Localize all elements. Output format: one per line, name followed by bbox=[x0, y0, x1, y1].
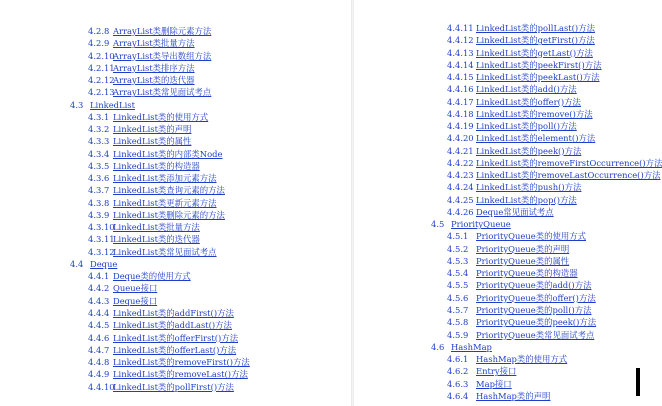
toc-entry-number: 4.5.6 bbox=[447, 292, 469, 303]
toc-entry-number: 4.4.2 bbox=[88, 283, 110, 294]
toc-entry[interactable] bbox=[447, 71, 600, 83]
toc-entry-number: 4.4.22 bbox=[447, 157, 474, 168]
toc-entry-number: 4.5 bbox=[431, 219, 445, 230]
toc-entry-title: LinkedList类的add()方法 bbox=[476, 84, 577, 95]
toc-entry-number: 4.6 bbox=[431, 341, 445, 352]
toc-entry-number: 4.4.25 bbox=[447, 194, 474, 205]
toc-entry[interactable] bbox=[88, 50, 211, 62]
toc-entry[interactable] bbox=[88, 270, 191, 282]
toc-entry-title: LinkedList类的offerLast()方法 bbox=[113, 344, 237, 355]
toc-entry-number: 4.4.14 bbox=[447, 59, 474, 70]
toc-entry[interactable] bbox=[88, 356, 250, 368]
toc-entry[interactable] bbox=[447, 230, 586, 242]
toc-entry[interactable] bbox=[447, 194, 577, 206]
toc-entry[interactable] bbox=[447, 279, 591, 291]
toc-entry-number: 4.2.9 bbox=[88, 38, 110, 49]
toc-entry-number: 4.6.2 bbox=[447, 366, 469, 377]
toc-entry-number: 4.3.1 bbox=[88, 111, 110, 122]
toc-entry-number: 4.5.5 bbox=[447, 280, 469, 291]
toc-entry-title: LinkedList类的peekLast()方法 bbox=[476, 72, 600, 83]
toc-entry-title: PriorityQueue类的offer()方法 bbox=[476, 292, 596, 303]
toc-entry-number: 4.3.10 bbox=[88, 222, 115, 233]
toc-entry-title: ArrayList类删除元素方法 bbox=[113, 26, 212, 36]
toc-entry-title: LinkedList类的element()方法 bbox=[476, 133, 596, 144]
toc-entry[interactable] bbox=[88, 62, 195, 74]
toc-entry[interactable] bbox=[447, 157, 662, 169]
toc-entry-number: 4.5.2 bbox=[447, 243, 469, 254]
toc-entry-title: LinkedList类的属性 bbox=[113, 136, 192, 147]
toc-entry-number: 4.4.11 bbox=[447, 23, 474, 33]
toc-entry-title: HashMap类的使用方式 bbox=[476, 354, 568, 365]
toc-entry[interactable] bbox=[447, 365, 516, 377]
toc-entry-title: PriorityQueue类的声明 bbox=[476, 243, 570, 254]
toc-entry-title: PriorityQueue类的peek()方法 bbox=[476, 317, 597, 328]
toc-entry-title: LinkedList类常见面试考点 bbox=[113, 246, 217, 257]
toc-entry-title: Deque常见面试考点 bbox=[476, 206, 554, 217]
toc-entry-title: PriorityQueue类的属性 bbox=[476, 255, 570, 266]
toc-entry-number: 4.4.23 bbox=[447, 170, 474, 181]
toc-entry[interactable] bbox=[88, 344, 236, 356]
toc-entry-title: LinkedList类的peek()方法 bbox=[476, 145, 582, 156]
toc-entry-number: 4.4.19 bbox=[447, 121, 474, 132]
toc-entry-title: LinkedList类的getFirst()方法 bbox=[476, 35, 595, 46]
toc-entry[interactable] bbox=[88, 295, 157, 307]
toc-entry-title: PriorityQueue类的poll()方法 bbox=[476, 304, 592, 315]
toc-entry[interactable] bbox=[447, 22, 595, 34]
toc-entry-number: 4.3.9 bbox=[88, 209, 110, 220]
toc-entry[interactable] bbox=[88, 148, 223, 160]
toc-entry-title: Queue接口 bbox=[113, 283, 158, 294]
toc-entry-title: HashMap bbox=[451, 341, 492, 352]
toc-entry-title: LinkedList类的getLast()方法 bbox=[476, 47, 593, 58]
toc-entry-number: 4.3.12 bbox=[88, 246, 115, 257]
toc-entry-title: LinkedList类的push()方法 bbox=[476, 182, 582, 193]
toc-entry-title: LinkedList类删除元素的方法 bbox=[113, 209, 225, 220]
toc-entry[interactable] bbox=[447, 169, 660, 181]
toc-entry[interactable] bbox=[447, 353, 567, 365]
toc-entry-number: 4.4.26 bbox=[447, 206, 474, 217]
toc-entry-number: 4.2.11 bbox=[88, 62, 115, 73]
toc-entry-number: 4.4.13 bbox=[447, 47, 474, 58]
toc-entry[interactable] bbox=[88, 368, 248, 380]
toc-entry-number: 4.5.9 bbox=[447, 329, 469, 340]
toc-entry-title: LinkedList类的removeFirst()方法 bbox=[113, 357, 250, 368]
toc-entry-number: 4.4.9 bbox=[88, 369, 110, 380]
toc-entry-number: 4.4.6 bbox=[88, 332, 110, 343]
toc-entry-title: LinkedList类的offer()方法 bbox=[476, 96, 581, 107]
toc-entry-title: Map接口 bbox=[476, 378, 512, 389]
toc-entry-number: 4.3.5 bbox=[88, 160, 110, 171]
toc-entry[interactable] bbox=[447, 83, 577, 95]
scrollbar-thumb[interactable] bbox=[636, 368, 640, 396]
toc-entry-title: PriorityQueue类常见面试考点 bbox=[476, 329, 595, 340]
toc-entry-title: ArrayList类的迭代器 bbox=[113, 75, 195, 86]
toc-entry[interactable] bbox=[88, 86, 211, 98]
toc-entry[interactable] bbox=[447, 181, 581, 193]
toc-entry[interactable] bbox=[70, 258, 117, 270]
toc-entry-title: ArrayList类导出数组方法 bbox=[113, 50, 212, 61]
toc-entry[interactable] bbox=[88, 25, 211, 37]
toc-entry[interactable] bbox=[447, 96, 581, 108]
toc-entry[interactable] bbox=[88, 197, 217, 209]
toc-entry-number: 4.2.12 bbox=[88, 75, 115, 86]
toc-entry[interactable] bbox=[88, 307, 234, 319]
toc-entry-title: LinkedList类的removeLastOccurrence()方法 bbox=[476, 170, 661, 181]
toc-entry-title: LinkedList类添加元素方法 bbox=[113, 173, 217, 184]
toc-entry-title: Entry接口 bbox=[476, 366, 517, 377]
toc-entry[interactable] bbox=[70, 99, 135, 111]
toc-entry[interactable] bbox=[447, 316, 596, 328]
toc-entry[interactable] bbox=[88, 111, 208, 123]
toc-entry-number: 4.4.15 bbox=[447, 72, 474, 83]
toc-entry[interactable] bbox=[447, 329, 594, 341]
toc-entry[interactable] bbox=[88, 160, 200, 172]
toc-entry-number: 4.3.8 bbox=[88, 197, 110, 208]
toc-entry-number: 4.4.17 bbox=[447, 96, 474, 107]
toc-entry-number: 4.2.10 bbox=[88, 50, 115, 61]
toc-entry-title: ArrayList类常见面试考点 bbox=[113, 87, 212, 98]
toc-entry-number: 4.4.20 bbox=[447, 133, 474, 144]
toc-entry[interactable] bbox=[447, 108, 593, 120]
toc-entry[interactable] bbox=[88, 209, 225, 221]
toc-entry-number: 4.4.16 bbox=[447, 84, 474, 95]
toc-entry[interactable] bbox=[447, 255, 569, 267]
toc-entry-number: 4.4.18 bbox=[447, 108, 474, 119]
toc-entry-title: Deque接口 bbox=[113, 295, 158, 306]
toc-entry-title: LinkedList类的removeLast()方法 bbox=[113, 369, 248, 380]
toc-entry-title: LinkedList类的peekFirst()方法 bbox=[476, 59, 602, 70]
toc-entry[interactable] bbox=[431, 341, 492, 353]
toc-entry-title: HashMap类的声明 bbox=[476, 390, 551, 401]
toc-entry[interactable] bbox=[447, 390, 550, 402]
toc-entry[interactable] bbox=[88, 319, 232, 331]
toc-entry[interactable] bbox=[447, 304, 592, 316]
toc-entry[interactable] bbox=[447, 292, 596, 304]
toc-entry[interactable] bbox=[88, 381, 234, 393]
toc-entry-number: 4.3.6 bbox=[88, 173, 110, 184]
toc-entry[interactable] bbox=[88, 221, 200, 233]
toc-entry-title: LinkedList类的addLast()方法 bbox=[113, 320, 232, 331]
toc-entry[interactable] bbox=[88, 184, 225, 196]
toc-entry-title: LinkedList类更新元素方法 bbox=[113, 197, 217, 208]
toc-entry[interactable] bbox=[88, 74, 195, 86]
toc-entry-number: 4.2.13 bbox=[88, 87, 115, 98]
toc-entry-number: 4.3.4 bbox=[88, 148, 110, 159]
toc-entry[interactable] bbox=[447, 47, 593, 59]
toc-entry-title: LinkedList类的pop()方法 bbox=[476, 194, 577, 205]
toc-entry-title: PriorityQueue类的使用方式 bbox=[476, 231, 586, 242]
toc-entry-number: 4.5.8 bbox=[447, 317, 469, 328]
toc-entry[interactable] bbox=[447, 267, 578, 279]
toc-entry-number: 4.3.2 bbox=[88, 124, 110, 135]
toc-entry-number: 4.4.5 bbox=[88, 320, 110, 331]
toc-entry-title: LinkedList类的内部类Node bbox=[113, 148, 223, 159]
toc-entry-number: 4.6.4 bbox=[447, 390, 469, 401]
toc-entry-title: LinkedList类批量方法 bbox=[113, 222, 200, 233]
toc-entry[interactable] bbox=[88, 233, 200, 245]
toc-entry[interactable] bbox=[447, 132, 595, 144]
toc-entry-number: 4.6.3 bbox=[447, 378, 469, 389]
toc-entry-number: 4.4.12 bbox=[447, 35, 474, 46]
toc-entry[interactable] bbox=[88, 246, 217, 258]
toc-entry-number: 4.3.7 bbox=[88, 185, 110, 196]
toc-entry[interactable] bbox=[447, 243, 569, 255]
toc-entry-title: LinkedList类的addFirst()方法 bbox=[113, 307, 234, 318]
toc-entry-number: 4.3 bbox=[70, 99, 84, 110]
toc-entry-title: ArrayList类批量方法 bbox=[113, 38, 195, 49]
toc-entry-number: 4.4 bbox=[70, 258, 84, 269]
toc-entry[interactable] bbox=[447, 120, 577, 132]
toc-entry-title: PriorityQueue类的add()方法 bbox=[476, 280, 592, 291]
toc-entry-number: 4.3.3 bbox=[88, 136, 110, 147]
toc-entry-title: LinkedList类的迭代器 bbox=[113, 234, 200, 245]
toc-entry-title: LinkedList类的构造器 bbox=[113, 160, 200, 171]
toc-entry-title: LinkedList类的poll()方法 bbox=[476, 121, 577, 132]
toc-entry-number: 4.5.3 bbox=[447, 255, 469, 266]
toc-entry-number: 4.4.1 bbox=[88, 271, 110, 282]
toc-entry[interactable] bbox=[88, 172, 217, 184]
toc-entry[interactable] bbox=[88, 282, 157, 294]
toc-entry-title: LinkedList类的pollFirst()方法 bbox=[113, 381, 234, 392]
toc-entry[interactable] bbox=[447, 34, 595, 46]
right-page bbox=[354, 0, 662, 406]
toc-entry-title: LinkedList类的使用方式 bbox=[113, 111, 209, 122]
toc-entry-title: LinkedList类的pollLast()方法 bbox=[476, 23, 595, 33]
toc-entry-number: 4.3.11 bbox=[88, 234, 115, 245]
toc-entry-title: LinkedList bbox=[90, 99, 135, 110]
toc-entry[interactable] bbox=[447, 206, 554, 218]
toc-entry-title: Deque类的使用方式 bbox=[113, 271, 191, 282]
toc-entry-title: PriorityQueue bbox=[451, 219, 511, 230]
toc-entry[interactable] bbox=[88, 37, 195, 49]
toc-entry-title: ArrayList类排序方法 bbox=[113, 62, 195, 73]
toc-entry-number: 4.6.1 bbox=[447, 354, 469, 365]
toc-entry[interactable] bbox=[447, 145, 581, 157]
toc-entry-number: 4.4.8 bbox=[88, 357, 110, 368]
toc-entry-number: 4.4.10 bbox=[88, 381, 115, 392]
toc-entry-title: LinkedList类查询元素的方法 bbox=[113, 185, 225, 196]
toc-entry-number: 4.5.1 bbox=[447, 231, 469, 242]
toc-entry-number: 4.5.7 bbox=[447, 304, 469, 315]
toc-entry-title: LinkedList类的removeFirstOccurrence()方法 bbox=[476, 157, 662, 168]
toc-entry-title: LinkedList类的声明 bbox=[113, 124, 192, 135]
toc-entry-number: 4.4.4 bbox=[88, 307, 110, 318]
toc-entry-number: 4.5.4 bbox=[447, 268, 469, 279]
toc-entry-number: 4.4.24 bbox=[447, 182, 474, 193]
toc-entry[interactable] bbox=[447, 378, 512, 390]
toc-entry[interactable] bbox=[431, 218, 511, 230]
toc-entry[interactable] bbox=[88, 332, 238, 344]
toc-entry-number: 4.4.3 bbox=[88, 295, 110, 306]
toc-entry[interactable] bbox=[88, 135, 191, 147]
toc-entry-number: 4.4.7 bbox=[88, 344, 110, 355]
toc-entry[interactable] bbox=[88, 123, 191, 135]
toc-entry-title: PriorityQueue类的构造器 bbox=[476, 268, 578, 279]
toc-entry-title: LinkedList类的offerFirst()方法 bbox=[113, 332, 239, 343]
toc-entry-title: LinkedList类的remove()方法 bbox=[476, 108, 593, 119]
toc-entry[interactable] bbox=[447, 59, 601, 71]
toc-entry-title: Deque bbox=[90, 258, 118, 269]
toc-entry-number: 4.4.21 bbox=[447, 145, 474, 156]
toc-entry-number: 4.2.8 bbox=[88, 26, 110, 36]
